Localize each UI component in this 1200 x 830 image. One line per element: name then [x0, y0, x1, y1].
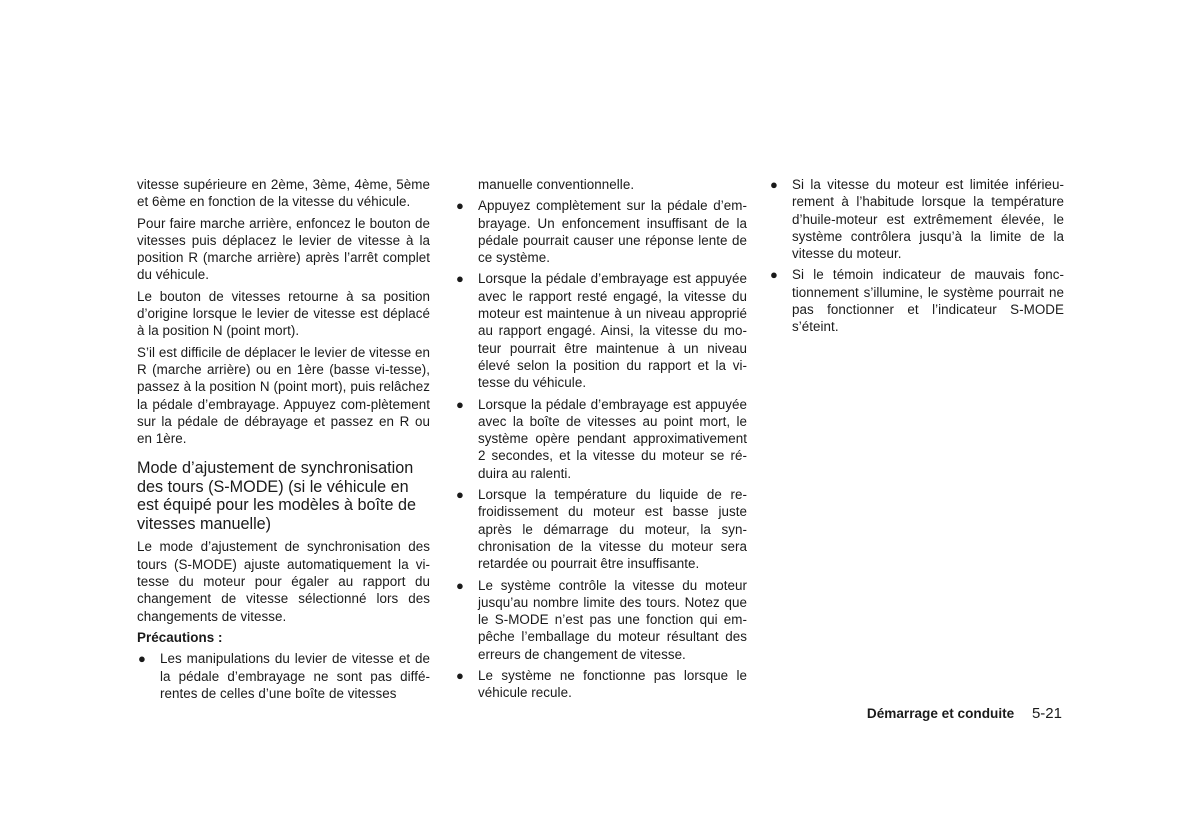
paragraph-difficult-shift: S’il est difficile de déplacer le levier de vitesse en R (marche arrière) ou en 1ère (basse vi-tesse), passez à la position N (point mort), puis relâchez la pédale d’embrayage. Appuyez com-plètement sur la pédale de débrayage et passez en R ou en 1ère.	[137, 344, 430, 447]
list-item	[455, 396, 747, 482]
list-item	[455, 270, 747, 391]
list-item	[769, 266, 1064, 335]
list-item	[455, 486, 747, 572]
list-item	[455, 197, 747, 266]
paragraph-upshift: vitesse supérieure en 2ème, 3ème, 4ème, 5ème et 6ème en fonction de la vitesse du véhicule.	[137, 177, 430, 210]
list-item-text: Appuyez complètement sur la pédale d’em-brayage. Un enfoncement insuffisant de la pédale pourrait causer une réponse lente de ce système.	[478, 198, 747, 266]
list-item-text: Lorsque la pédale d’embrayage est appuyée avec le rapport resté engagé, la vitesse du moteur est maintenue à un niveau approprié au rapport engagé. Ainsi, la vitesse du mo-teur pourrait être maintenue à un niveau élevé selon la position du rapport et la vi-tesse du véhicule.	[478, 271, 747, 391]
column-right	[769, 176, 1064, 340]
list-item-text: Lorsque la pédale d’embrayage est appuyée avec la boîte de vitesses au point mort, le système opère pendant approximativement 2 secondes, et la vitesse du moteur se ré-duira au ralenti.	[478, 396, 747, 481]
list-item-text: Lorsque la température du liquide de re-froidissement du moteur est basse juste après le démarrage du moteur, la syn-chronisation de la vitesse du moteur sera retardée ou pourrait être insuffisante.	[478, 487, 747, 572]
list-item	[137, 650, 430, 702]
page-footer	[867, 705, 1062, 722]
precautions-title: Précautions :	[137, 629, 223, 645]
paragraph-reverse: Pour faire marche arrière, enfoncez le bouton de vitesses puis déplacez le levier de vitesse à la position R (marche arrière) après l’arrêt complet du véhicule.	[137, 215, 430, 283]
list-item-text: Le système contrôle la vitesse du moteur jusqu’au nombre limite des tours. Notez que le S-MODE n’est pas une fonction qui em-pêche l’emballage du moteur résultant des erreurs de changement de vitesse.	[478, 577, 747, 662]
bullet-icon: ●	[770, 267, 778, 283]
list-item	[455, 667, 747, 702]
list-item-continuation: manuelle conventionnelle.	[478, 177, 635, 192]
bullet-icon: ●	[456, 198, 464, 214]
bullet-icon: ●	[456, 396, 464, 412]
column-middle	[455, 176, 747, 706]
paragraph-s-mode-intro: Le mode d’ajustement de synchronisation des tours (S-MODE) ajuste automatiquement la vi-tesse du moteur pour égaler au rapport du changement de vitesse sélectionné lors des changements de vitesse.	[137, 539, 430, 624]
bullet-icon: ●	[456, 577, 464, 593]
list-item	[769, 176, 1064, 262]
bullet-icon: ●	[456, 271, 464, 287]
bullet-icon: ●	[456, 487, 464, 503]
bullet-icon: ●	[770, 177, 778, 192]
list-item	[455, 577, 747, 663]
section-heading-s-mode: Mode d’ajustement de synchronisation des tours (S-MODE) (si le véhicule en est équipé pour les modèles à boîte de vitesses manuelle)	[137, 459, 416, 533]
list-item-text: Les manipulations du levier de vitesse et de la pédale d’embrayage ne sont pas diffé-rentes de celles d’une boîte de vitesses	[160, 651, 430, 701]
list-item-text: Si la vitesse du moteur est limitée inférieu-rement à l’habitude lorsque la température d’huile-moteur est extrêmement élevée, le système contrôlera jusqu’à la limite de la vitesse du moteur.	[792, 177, 1064, 262]
footer-section-title: Démarrage et conduite	[866, 706, 1015, 721]
list-item-text: Le système ne fonctionne pas lorsque le véhicule recule.	[478, 668, 747, 701]
page-number: 5-21	[1031, 705, 1062, 722]
list-item-text: Si le témoin indicateur de mauvais fonc-tionnement s’illumine, le système pourrait ne pas fonctionner et l’indicateur S-MODE s’éteint.	[792, 267, 1064, 335]
bullet-icon: ●	[138, 651, 146, 667]
bullet-icon: ●	[456, 668, 464, 684]
paragraph-shift-button: Le bouton de vitesses retourne à sa position d’origine lorsque le levier de vitesse est déplacé à la position N (point mort).	[137, 288, 430, 339]
column-left	[137, 176, 430, 706]
